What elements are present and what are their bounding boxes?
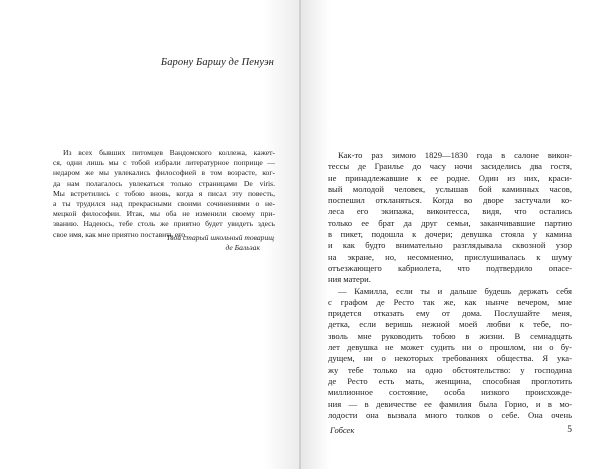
signature-line: Твой старый школьный товарищ (166, 233, 274, 242)
book-gutter (299, 0, 301, 469)
dedication-line: да нам полагалось увлекаться только страницами De viris. (53, 178, 275, 188)
dedication-line: недаром же мы увлекались философией в том возрасте, ког- (53, 168, 275, 178)
text-line: придется отказать ему от дома. Послушайте меня, (328, 308, 572, 319)
text-line: ния — в девичестве ее фамилия была Горио, и в мо- (328, 398, 572, 409)
text-line: — Камилла, если ты и дальше будешь держать себя (338, 285, 572, 296)
text-line: не принадлежавшие к ее родне. Один из них, краси- (328, 172, 572, 183)
text-line: с графом де Ресто так же, как нынче вечером, мне (328, 296, 572, 307)
text-line: поспешил откланяться. Когда во дворе застучали ко- (328, 195, 572, 206)
text-line: тессы де Гранлье до часу ночи засиделись два гостя, (328, 161, 572, 172)
dedication-line: свое имя, как мне приятно поставить его. (53, 229, 187, 239)
text-line: ния матери. (328, 274, 371, 285)
dedication-line: а ты трудился над прекрасными своими сочинениями о не- (53, 199, 275, 209)
text-line: лет девушка не может судить ни о прошлом, ни о бу- (328, 342, 572, 353)
text-line: Как-то раз зимою 1829—1830 года в салоне викон- (338, 150, 572, 160)
dedication-heading: Барону Баршу де Пенуэн (160, 57, 274, 68)
dedication-line: Мы встретились с тобою вновь, когда я писал эту повесть, (53, 188, 275, 198)
text-line: дущем, ни о некоторых требованиях общества. Я ука- (328, 353, 572, 364)
running-footer-title: Гобсек (330, 425, 355, 435)
dedication-line: ся, одни лишь мы с тобой избрали литературное поприще — (53, 158, 275, 168)
text-line: де Ресто есть мать, женщина, способная проглотить (328, 375, 572, 386)
text-line: лодости она вызвала много толков о себе. Она очень (328, 409, 572, 420)
chapter-text (328, 150, 572, 421)
page-number: 5 (567, 425, 572, 435)
text-line: жу тебе только на одно обстоятельство: у господина (328, 364, 572, 375)
text-line: леса его экипажа, виконтесса, видя, что остались (328, 206, 572, 217)
text-line: в пикет, подошла к дочери; девушка стояла у камина (328, 229, 572, 240)
signature (166, 233, 274, 253)
text-line: миллионное состояние, особа низкого происхожде- (328, 387, 572, 398)
text-line: вый молодой человек, услышав бой каминных часов, (328, 183, 572, 194)
text-line: зволь мне руководить тобою в жизни. В семнадцать (328, 330, 572, 341)
signature-author: де Бальзак (225, 243, 260, 252)
text-line: только ее брат да друг семьи, заканчивавшие партию (328, 217, 572, 228)
dedication-line: званию. Надеюсь, тебе столь же приятно будет увидеть здесь (53, 219, 275, 229)
text-line: на экране, но, несомненно, прислушивалась к шуму (328, 251, 572, 262)
text-line: отъезжающего кабриолета, что подтвердило опасе- (328, 262, 572, 273)
text-line: детка, если веришь нежной моей любви к тебе, по- (328, 319, 572, 330)
dedication-text (53, 148, 275, 240)
text-line: и как будто внимательно разглядывала сквозной узор (328, 240, 572, 251)
dedication-line: Из всех бывших питомцев Вандомского коллежа, кажет- (63, 148, 275, 157)
dedication-line: мецкой философии. Итак, мы оба не изменили своему при- (53, 209, 275, 219)
